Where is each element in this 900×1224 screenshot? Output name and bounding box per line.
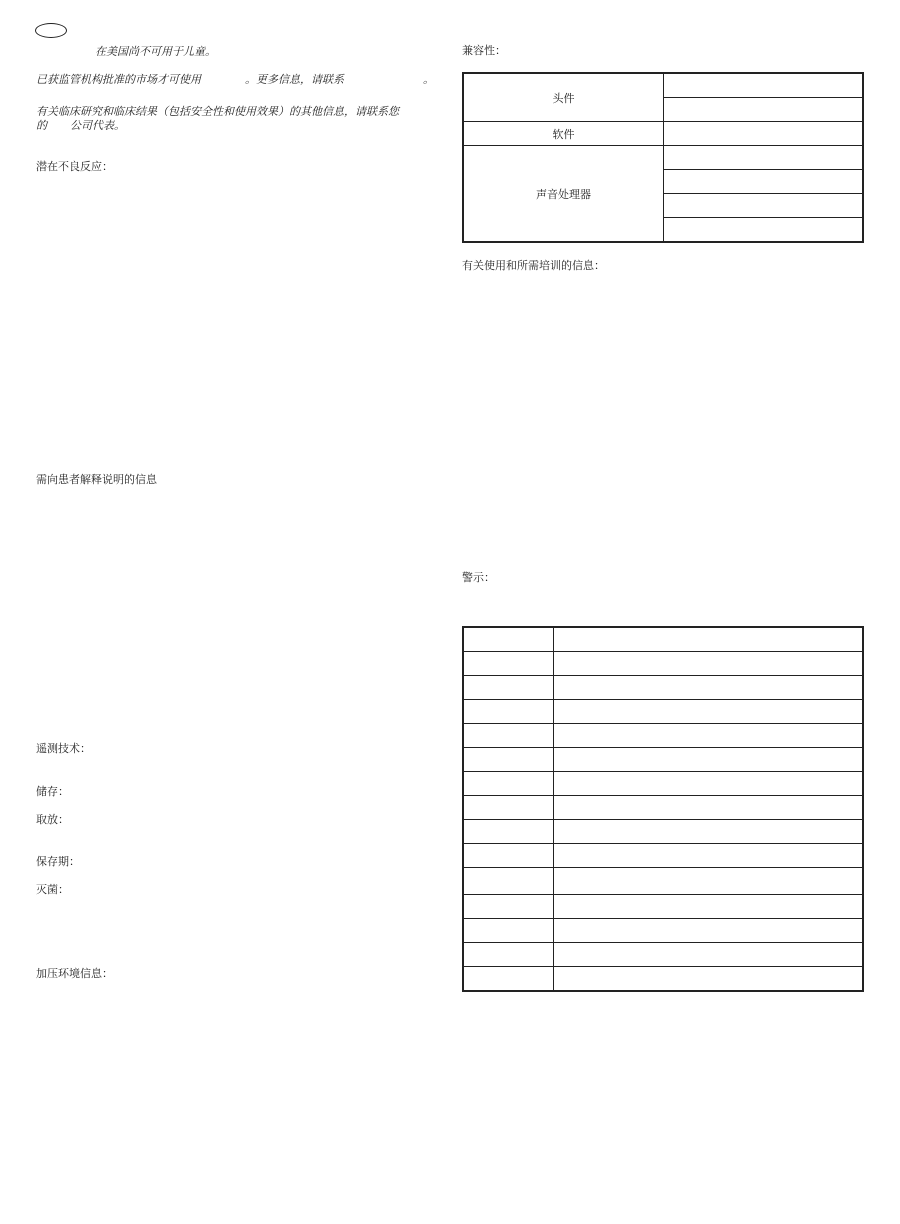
warnings-table: [462, 626, 864, 992]
sound-processor-label: 声音处理器: [463, 146, 664, 243]
table-cell: [463, 820, 554, 844]
table-cell: [664, 194, 864, 218]
table-row: [463, 895, 863, 919]
headpiece-label: 头件: [463, 73, 664, 122]
table-row: [463, 700, 863, 724]
table-row: [463, 122, 863, 146]
table-cell: [554, 967, 864, 992]
table-cell: [554, 796, 864, 820]
table-row: [463, 868, 863, 895]
table-cell: [554, 652, 864, 676]
table-cell: [554, 627, 864, 652]
clinical-info-note-line1: 有关临床研究和临床结果（包括安全性和使用效果）的其他信息，请联系您: [36, 105, 399, 118]
adverse-reactions-heading: 潜在不良反应：: [36, 160, 113, 173]
table-cell: [463, 895, 554, 919]
table-cell: [664, 218, 864, 243]
table-cell: [664, 170, 864, 194]
telemetry-heading: 遥测技术：: [36, 742, 91, 755]
table-cell: [554, 895, 864, 919]
compatibility-table: [462, 72, 864, 243]
table-row: [463, 146, 863, 170]
table-cell: [554, 700, 864, 724]
table-cell: [554, 748, 864, 772]
table-row: [463, 652, 863, 676]
table-row: [463, 844, 863, 868]
sterilization-heading: 灭菌：: [36, 883, 69, 896]
table-cell: [463, 967, 554, 992]
approval-note-part-b: 。更多信息，请联系: [245, 73, 344, 86]
table-cell: [463, 772, 554, 796]
table-row: [463, 772, 863, 796]
table-cell: [463, 796, 554, 820]
compatibility-heading: 兼容性：: [462, 44, 506, 57]
table-cell: [554, 724, 864, 748]
shelf-life-heading: 保存期：: [36, 855, 80, 868]
warnings-heading: 警示：: [462, 571, 495, 584]
table-cell: [554, 772, 864, 796]
table-cell: [463, 748, 554, 772]
table-cell: [463, 943, 554, 967]
pressure-environment-heading: 加压环境信息：: [36, 967, 113, 980]
table-cell: [463, 868, 554, 895]
table-cell: [463, 724, 554, 748]
table-row: [463, 919, 863, 943]
table-cell: [664, 146, 864, 170]
children-availability-note: 在美国尚不可用于儿童。: [95, 45, 216, 58]
patient-info-heading: 需向患者解释说明的信息: [36, 473, 157, 486]
table-cell: [554, 868, 864, 895]
table-row: [463, 943, 863, 967]
storage-heading: 储存：: [36, 785, 69, 798]
table-cell: [463, 919, 554, 943]
table-cell: [554, 943, 864, 967]
table-row: [463, 73, 863, 98]
software-label: 软件: [463, 122, 664, 146]
table-row: [463, 967, 863, 992]
table-cell: [463, 700, 554, 724]
region-mark-oval: [35, 23, 67, 38]
table-cell: [554, 820, 864, 844]
table-cell: [463, 627, 554, 652]
table-cell: [554, 676, 864, 700]
training-info-heading: 有关使用和所需培训的信息：: [462, 259, 605, 272]
clinical-info-note-line2a: 的: [36, 119, 47, 132]
table-cell: [664, 73, 864, 98]
table-cell: [554, 919, 864, 943]
table-cell: [664, 98, 864, 122]
table-row: [463, 796, 863, 820]
table-cell: [463, 652, 554, 676]
approval-note-end: 。: [423, 73, 434, 86]
table-cell: [463, 676, 554, 700]
table-row: [463, 724, 863, 748]
handling-heading: 取放：: [36, 813, 69, 826]
table-cell: [463, 844, 554, 868]
approval-note-part-a: 已获监管机构批准的市场才可使用: [36, 73, 201, 86]
table-cell: [664, 122, 864, 146]
table-cell: [554, 844, 864, 868]
table-row: [463, 748, 863, 772]
clinical-info-note-line2b: 公司代表。: [70, 119, 125, 132]
table-row: [463, 627, 863, 652]
table-row: [463, 676, 863, 700]
table-row: [463, 820, 863, 844]
